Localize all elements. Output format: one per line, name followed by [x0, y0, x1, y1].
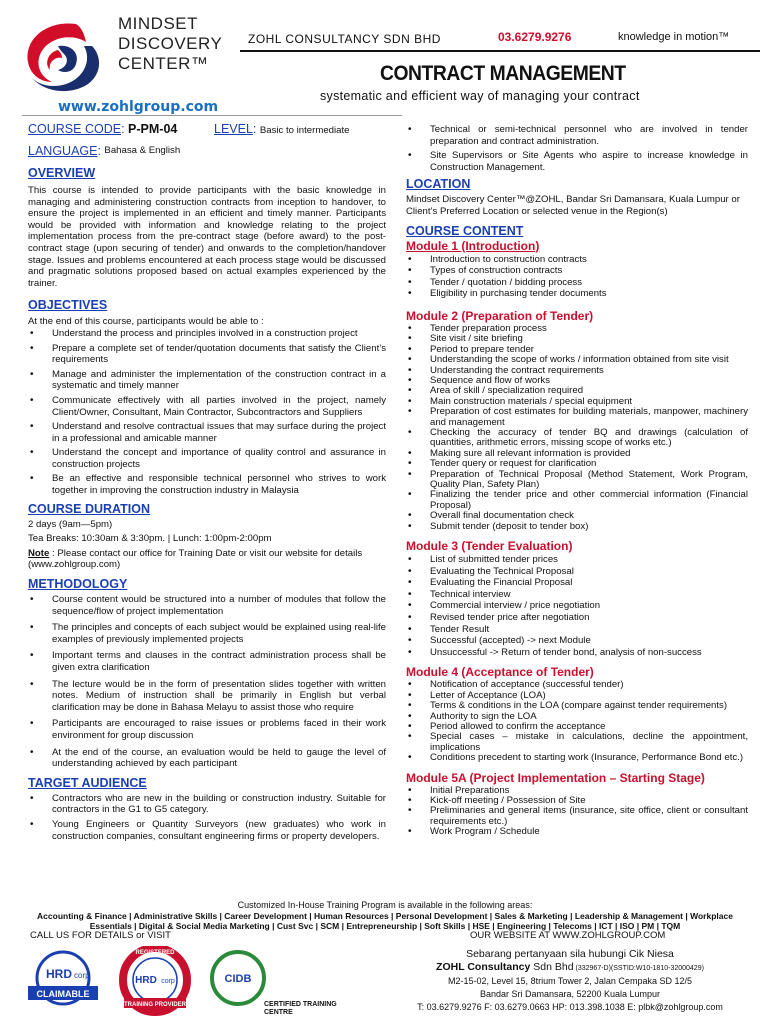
list-item: • Making sure all relevant information is provided	[406, 449, 748, 459]
list-item: • Types of construction contracts	[406, 265, 748, 277]
footer-programs	[0, 900, 770, 942]
hrd-corp-claimable-icon	[24, 950, 102, 1014]
module-2-title: Module 2 (Preparation of Tender)	[406, 308, 594, 323]
module-1-list	[406, 254, 748, 300]
contact-address	[370, 948, 770, 1014]
badge-provider-text: TRAINING PROVIDER	[123, 1002, 187, 1008]
duration-note	[28, 548, 386, 571]
location-heading: LOCATION	[406, 177, 471, 192]
list-item: • Eligibility in purchasing tender documents	[406, 288, 748, 300]
badge-cidb-text: CIDB	[224, 973, 252, 985]
list-item: • Introduction to construction contracts	[406, 254, 748, 266]
company-name: ZOHL CONSULTANCY SDN BHD	[248, 32, 441, 46]
list-item: • Tender Result	[406, 624, 748, 636]
address-reg: (332967-D)(SSTID:W10-1810-32000429)	[573, 965, 704, 972]
note-label: Note	[28, 547, 50, 559]
list-item: • Preliminaries and general items (insurance, site office, client or consultant requirements etc.)	[406, 806, 748, 827]
list-item: • Overall final documentation check	[406, 511, 748, 521]
list-item: • Period allowed to confirm the acceptance	[406, 722, 748, 732]
list-item: • Communicate effectively with all parties involved in the project, namely Client/Owner, Consultant, Main Contractor, Subcontractors and Suppliers	[28, 395, 386, 418]
module-2-list	[406, 324, 748, 532]
overview-text: This course is intended to provide participants with the basic knowledge in managing and administering construction contracts from inception to handover, to ensure the project is implemented in an efficient and timely manner. Participants would be provided with information and knowledge relating to the project implementation process from the pre-contract stage (before award) to the post-contract stage (upon securing of tender) and onwards to the completion/handover stage. Issues and problems encountered at each process stage would be discussed and pragmatic solutions proposed based on actual examples experienced by the trainer.	[28, 185, 386, 289]
list-item: • Submit tender (deposit to tender box)	[406, 522, 748, 532]
list-item: • Authority to sign the LOA	[406, 712, 748, 722]
badge-claimable-text: CLAIMABLE	[36, 989, 90, 999]
module-1-title: Module 1 (Introduction)	[406, 238, 540, 253]
list-item: • Manage and administer the implementation of the construction contract in a systematic and timely manner	[28, 369, 386, 392]
mindset-logo	[18, 6, 228, 98]
list-item: • Revised tender price after negotiation	[406, 612, 748, 624]
list-item: • Site visit / site briefing	[406, 334, 748, 344]
list-item: • Conditions precedent to starting work (Insurance, Performance Bond etc.)	[406, 753, 748, 763]
badge-corp-text: corp	[74, 971, 90, 980]
location-text: Mindset Discovery Center™@ZOHL, Bandar Sri Damansara, Kuala Lumpur or Client’s Preferred Location or selected venue in the Region(s)	[406, 194, 740, 217]
list-item: • The lecture would be in the form of presentation slides together with written notes. Medium of instruction shall be primarily in English but verbal clarification may be done in Bahasa Melayu to assist those who require	[28, 679, 386, 714]
list-item: • Contractors who are new in the building or construction industry. Suitable for contractors in the G1 to G5 category.	[28, 793, 386, 816]
list-item: • Understand and resolve contractual issues that may surface during the project in a professional and amicable manner	[28, 421, 386, 444]
objectives-list	[28, 328, 386, 497]
level-label: LEVEL	[214, 122, 253, 136]
logo-line-2: DISCOVERY	[118, 34, 223, 53]
module-3-title: Module 3 (Tender Evaluation)	[406, 539, 573, 554]
badge-hrd-text: HRD	[46, 967, 72, 981]
list-item: • Participants are encouraged to raise issues or problems faced in their work environment for group discussion	[28, 718, 386, 741]
module-4-list	[406, 680, 748, 763]
level-value: Basic to intermediate	[259, 125, 350, 136]
list-item: • Preparation of Technical Proposal (Method Statement, Work Program, Quality Plan, Safety Plan)	[406, 470, 748, 491]
course-code-value: P-PM-04	[128, 122, 178, 136]
list-item: • Initial Preparations	[406, 786, 748, 796]
course-code-row: COURSE CODE: P-PM-04 LEVEL: Basic to intermediate	[28, 122, 350, 136]
list-item: • Course content would be structured into a number of modules that follow the sequence/flow of project implementation	[28, 594, 386, 617]
note-text: : Please contact our office for Training Date or visit our website for details (www.zohlgroup.com)	[28, 547, 363, 571]
list-item: • Understand the process and principles involved in a construction project	[28, 328, 386, 340]
page-title: CONTRACT MANAGEMENT	[380, 62, 626, 85]
list-item: • Understanding the scope of works / information obtained from site visit	[406, 355, 748, 365]
list-item: • Preparation of cost estimates for building materials, manpower, machinery and management	[406, 407, 748, 428]
call-text: CALL US FOR DETAILS or VISIT	[30, 929, 171, 941]
list-item: • Notification of acceptance (successful tender)	[406, 680, 748, 690]
right-column	[406, 124, 748, 838]
mindset-logo-mark-icon	[18, 16, 108, 96]
left-column	[28, 121, 386, 845]
list-item: • List of submitted tender prices	[406, 554, 748, 566]
list-item: • Evaluating the Financial Proposal	[406, 577, 748, 589]
list-item: • Prepare a complete set of tender/quotation documents that satisfy the Client’s requirements	[28, 343, 386, 366]
address-line: M2-15-02, Level 15, 8trium Tower 2, Jalan Cempaka SD 12/5	[448, 976, 692, 986]
list-item: • Period to prepare tender	[406, 345, 748, 355]
module-4-title: Module 4 (Acceptance of Tender)	[406, 665, 594, 680]
list-item: • Unsuccessful -> Return of tender bond, analysis of non-success	[406, 647, 748, 659]
inhouse-text: Customized In-House Training Program is available in the following areas:	[237, 900, 533, 910]
methodology-list	[28, 594, 386, 770]
list-item: • Work Program / Schedule	[406, 827, 748, 837]
list-item: • Site Supervisors or Site Agents who aspire to increase knowledge in Construction Management.	[406, 150, 748, 173]
objectives-heading: OBJECTIVES	[28, 298, 108, 313]
header-divider	[240, 50, 760, 52]
list-item: • Special cases – mistake in calculations, decline the appointment, implications	[406, 732, 748, 753]
course-code-label: COURSE CODE	[28, 122, 122, 136]
overview-heading: OVERVIEW	[28, 166, 96, 180]
badge-hrd-text: HRD	[135, 975, 157, 986]
list-item: • Tender preparation process	[406, 324, 748, 334]
address-city: Bandar Sri Damansara, 52200 Kuala Lumpur	[479, 989, 661, 999]
list-item: • Main construction materials / special equipment	[406, 397, 748, 407]
list-item: • Letter of Acceptance (LOA)	[406, 691, 748, 701]
module-5a-title: Module 5A (Project Implementation – Starting Stage)	[406, 770, 705, 785]
duration-days: 2 days (9am—5pm)	[28, 518, 113, 530]
company-registration	[370, 961, 770, 975]
audience-heading: TARGET AUDIENCE	[28, 775, 147, 790]
badge-registered-text: REGISTERED	[135, 950, 175, 956]
list-item: • Finalizing the tender price and other commercial information (Financial Proposal)	[406, 490, 748, 511]
list-item: • Area of skill / specialization required	[406, 386, 748, 396]
duration-heading: COURSE DURATION	[28, 501, 150, 516]
badge-certified-text: CERTIFIED TRAINING	[264, 1001, 337, 1008]
list-item: • Tender / quotation / bidding process	[406, 277, 748, 289]
header-tagline: knowledge in motion™	[618, 31, 730, 43]
list-item: • Tender query or request for clarification	[406, 459, 748, 469]
contact-person: Sebarang pertanyaan sila hubungi Cik Niesa	[466, 948, 674, 960]
accreditation-badges	[24, 946, 354, 1018]
logo-line-3: CENTER™	[118, 54, 209, 73]
list-item: • Successful (accepted) -> next Module	[406, 635, 748, 647]
objectives-intro: At the end of this course, participants would be able to :	[28, 316, 264, 328]
module-3-list	[406, 554, 748, 658]
page-subtitle: systematic and efficient way of managing your contract	[320, 89, 640, 103]
visit-text: OUR WEBSITE AT WWW.ZOHLGROUP.COM	[470, 929, 666, 941]
language-label: LANGUAGE	[28, 144, 98, 158]
audience-list-continued	[406, 124, 748, 173]
program-categories: Accounting & Finance | Administrative Skills | Career Development | Human Resources | Personal Development | Sales & Marketing | Leadership & Management | Workplace Essentials | Digital & Social Media Marketing | Cust Svc | SCM | Entrepreneurship | Soft Skills | HSE | Engineering | Telecoms | ICT | ISO | PM | TQM	[37, 910, 733, 931]
logo-line-1: MINDSET	[118, 14, 198, 33]
list-item: • Terms & conditions in the LOA (compare against tender requirements)	[406, 701, 748, 711]
list-item: • Young Engineers or Quantity Surveyors (new graduates) who work in construction companies, consultant engineering firms or property developers.	[28, 819, 386, 842]
registered-training-provider-icon	[112, 946, 198, 1018]
contact-numbers: T: 03.6279.9276 F: 03.6279.0663 HP: 013.398.1038 E: plbk@zohlgroup.com	[417, 1002, 723, 1012]
badge-centre-text: CENTRE	[264, 1009, 293, 1016]
methodology-heading: METHODOLOGY	[28, 577, 128, 592]
list-item: • Sequence and flow of works	[406, 376, 748, 386]
list-item: • Evaluating the Technical Proposal	[406, 566, 748, 578]
logo-text	[118, 14, 222, 74]
duration-breaks: Tea Breaks: 10:30am & 3:30pm. | Lunch: 1:00pm-2:00pm	[28, 533, 272, 545]
language-value: Bahasa & English	[104, 145, 181, 156]
cidb-certified-icon	[206, 950, 346, 1016]
list-item: • The principles and concepts of each subject would be explained using real-life examples of previously implemented projects	[28, 622, 386, 645]
list-item: • Be an effective and responsible technical personnel who strives to work together in improving the construction industry in Malaysia	[28, 473, 386, 496]
list-item: • Understanding the contract requirements	[406, 366, 748, 376]
list-item: • Important terms and clauses in the contract administration process shall be given extra clarification	[28, 650, 386, 673]
list-item: • Commercial interview / price negotiation	[406, 600, 748, 612]
address-company: ZOHL Consultancy	[436, 961, 531, 973]
section-divider	[22, 115, 402, 116]
call-row	[0, 931, 770, 942]
list-item: • Kick-off meeting / Possession of Site	[406, 796, 748, 806]
audience-list	[28, 793, 386, 842]
list-item: • Checking the accuracy of tender BQ and drawings (calculation of quantities, arithmetic errors, missing scope of works etc.)	[406, 428, 748, 449]
list-item: • At the end of the course, an evaluation would be held to gauge the level of understanding achieved by each participant	[28, 747, 386, 770]
list-item: • Understand the concept and importance of quality control and assurance in construction projects	[28, 447, 386, 470]
address-company-suffix: Sdn Bhd	[530, 961, 574, 973]
module-5a-list	[406, 786, 748, 838]
list-item: • Technical interview	[406, 589, 748, 601]
content-heading: COURSE CONTENT	[406, 223, 524, 238]
badge-corp-text: corp	[161, 978, 175, 985]
website-link[interactable]: www.zohlgroup.com	[58, 99, 219, 115]
list-item: • Technical or semi-technical personnel who are involved in tender preparation and contract administration.	[406, 124, 748, 147]
language-row: LANGUAGE : Bahasa & English	[28, 144, 181, 158]
header-phone: 03.6279.9276	[498, 30, 572, 44]
